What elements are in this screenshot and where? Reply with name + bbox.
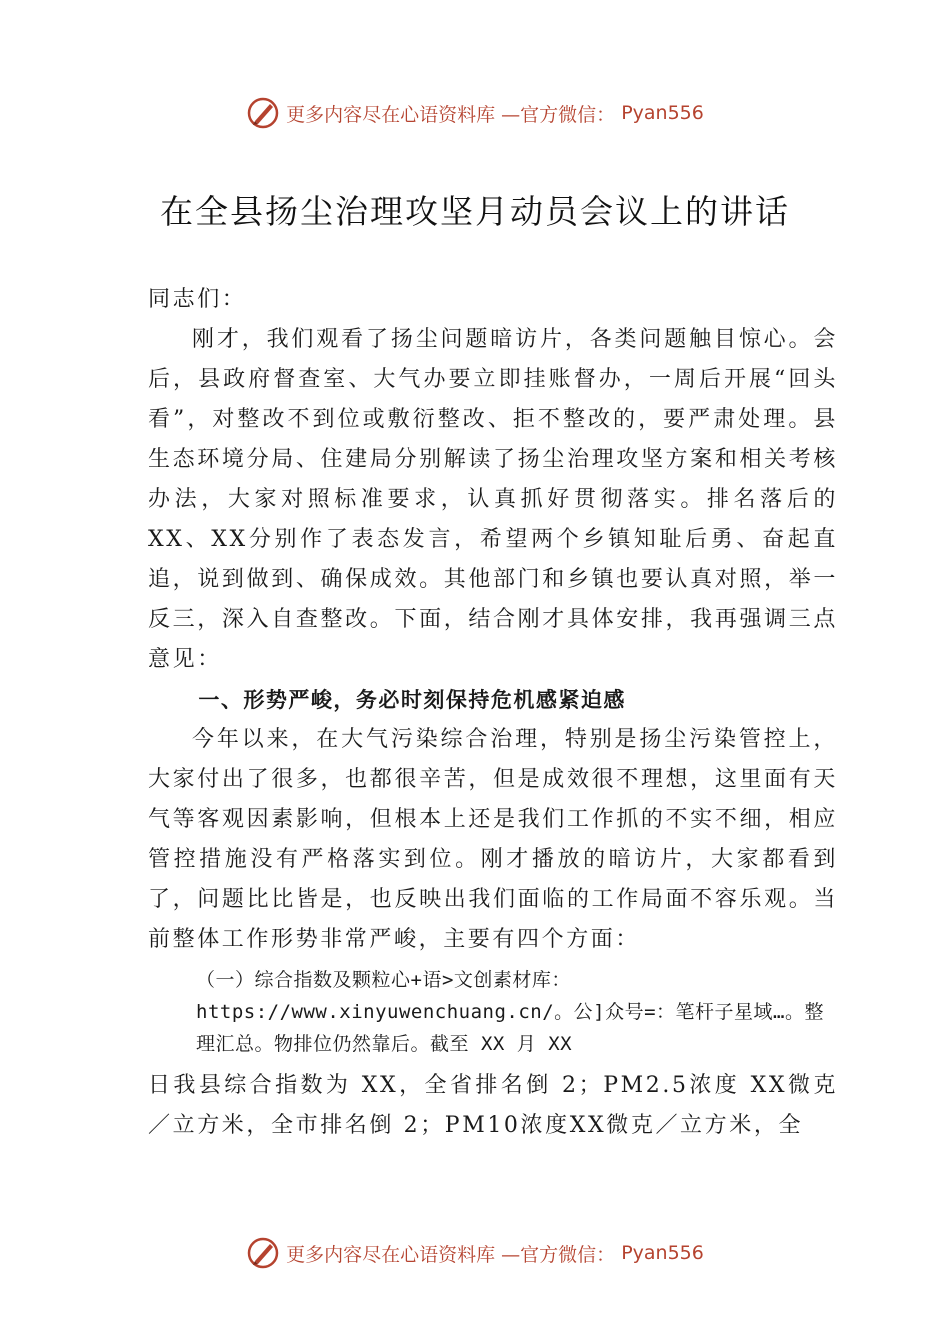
salutation: 同志们： <box>148 287 247 312</box>
watermark-footer <box>0 1236 950 1270</box>
watermark-account: Pyan556 <box>621 102 704 124</box>
watermark-brand: 更多内容尽在心语资料库 <box>286 103 496 126</box>
watermark-brand: 更多内容尽在心语资料库 <box>286 1243 496 1266</box>
paragraph-intro: 刚才，我们观看了扬尘问题暗访片，各类问题触目惊心。会后，县政府督查室、大气办要立即挂账督办，一周后开展“回头看”，对整改不到位或敷衍整改、拒不整改的，要严肃处理。县生态环境分局、住建局分别解读了扬尘治理攻坚方案和相关考核办法，大家对照标准要求，认真抓好贯彻落实。排名落后的XX、XX分别作了表态发言，希望两个乡镇知耻后勇、奋起直追，说到做到、确保成效。其他部门和乡镇也要认真对照，举一反三，深入自查整改。下面，结合刚才具体安排，我再强调三点意见： <box>148 327 838 672</box>
watermark-separator: —官方微信： <box>501 103 616 126</box>
pen-logo-icon <box>246 1236 280 1270</box>
watermark-account: Pyan556 <box>621 1242 704 1264</box>
document-title: 在全县扬尘治理攻坚月动员会议上的讲话 <box>160 192 790 231</box>
document-body <box>148 280 838 1146</box>
watermark-header <box>0 96 950 130</box>
paragraph-situation: 今年以来，在大气污染综合治理，特别是扬尘污染管控上，大家付出了很多，也都很辛苦，但是成效很不理想，这里面有天气等客观因素影响，但根本上还是我们工作抓的不实不细，相应管控措施没有严格落实到位。刚才播放的暗访片，大家都看到了，问题比比皆是，也反映出我们面临的工作局面不容乐观。当前整体工作形势非常严峻，主要有四个方面： <box>148 727 838 952</box>
subsection-1-text: （一）综合指数及颗粒心+语>文创素材库：https://www.xinyuwenchuang.cn/。公]众号=：笔杆子星域…。整理汇总。物排位仍然靠后。截至 XX 月 XX <box>196 969 824 1055</box>
paragraph-index-stats: 日我县综合指数为 XX，全省排名倒 2；PM2.5浓度 XX微克／立方米，全市排名倒 2；PM10浓度XX微克／立方米，全 <box>148 1073 838 1138</box>
section-heading-1: 一、形势严峻，务必时刻保持危机感紧迫感 <box>198 688 626 712</box>
watermark-separator: —官方微信： <box>501 1243 616 1266</box>
pen-logo-icon <box>246 96 280 130</box>
